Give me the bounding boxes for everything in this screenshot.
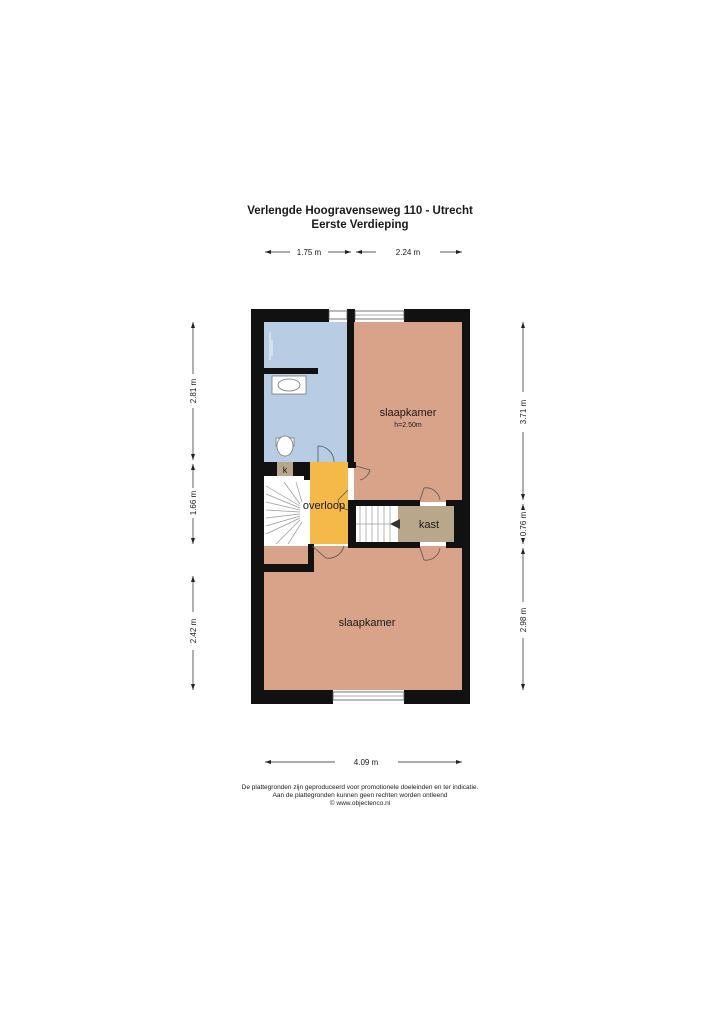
dim-right-2: 0.76 m <box>519 511 528 537</box>
dim-top-left: 1.75 m <box>296 248 322 257</box>
bedroom-top-label: slaapkamer <box>379 407 437 419</box>
disclaimer-line-2: Aan de plattegronden kunnen geen rechten worden ontleend <box>272 792 448 799</box>
landing-label: overloop <box>302 500 346 512</box>
dim-left-3: 2.42 m <box>189 618 198 644</box>
stairs-left <box>264 480 310 546</box>
window-top-left <box>329 311 347 319</box>
floor-name: Eerste Verdieping <box>311 219 409 231</box>
dim-left-1: 2.81 m <box>189 378 198 404</box>
window-bottom <box>333 692 404 700</box>
window-top <box>355 311 404 319</box>
dim-left-2: 1.66 m <box>189 490 198 516</box>
dim-right-3: 2.98 m <box>519 607 528 633</box>
dim-bottom: 4.09 m <box>353 758 379 767</box>
plan-title: Verlengde Hoogravenseweg 110 - Utrecht <box>247 205 473 217</box>
dim-right-1: 3.71 m <box>519 399 528 425</box>
closet-label: kast <box>418 519 440 531</box>
disclaimer-line-1: De plattegronden zijn geproduceerd voor promotionele doeleinden en ter indicatie. <box>241 784 479 791</box>
cabinet-label: k <box>282 465 288 475</box>
disclaimer-line-3: © www.objectenco.nl <box>329 800 391 807</box>
bedroom-top-height: h=2.50m <box>394 422 422 429</box>
bedroom-bottom-label: slaapkamer <box>338 617 396 629</box>
dim-top-right: 2.24 m <box>395 248 421 257</box>
sink-icon <box>272 376 306 394</box>
